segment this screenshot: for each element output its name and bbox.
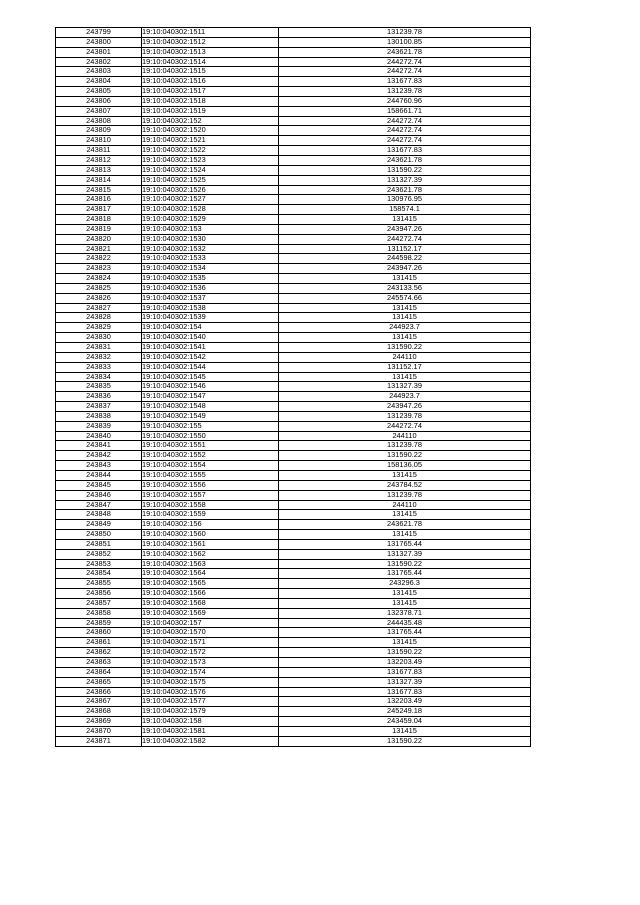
row-number-cell: 243807 xyxy=(56,106,142,116)
value-cell: 244598.22 xyxy=(279,254,531,264)
row-number-cell: 243840 xyxy=(56,431,142,441)
cadastral-number-cell: 19:10:040302:1581 xyxy=(142,726,279,736)
row-number-cell: 243806 xyxy=(56,96,142,106)
table-row xyxy=(56,470,531,480)
table-row xyxy=(56,530,531,540)
row-number-cell: 243800 xyxy=(56,37,142,47)
value-cell: 244272.74 xyxy=(279,116,531,126)
cadastral-number-cell: 19:10:040302:1535 xyxy=(142,274,279,284)
cadastral-number-cell: 19:10:040302:1534 xyxy=(142,264,279,274)
cadastral-number-cell: 19:10:040302:1536 xyxy=(142,283,279,293)
cadastral-number-cell: 19:10:040302:1560 xyxy=(142,530,279,540)
value-cell: 243947.26 xyxy=(279,264,531,274)
cadastral-number-cell: 19:10:040302:1526 xyxy=(142,185,279,195)
value-cell: 243947.26 xyxy=(279,402,531,412)
cadastral-number-cell: 19:10:040302:1548 xyxy=(142,402,279,412)
value-cell: 131677.83 xyxy=(279,667,531,677)
cadastral-number-cell: 19:10:040302:1528 xyxy=(142,205,279,215)
value-cell: 245249.18 xyxy=(279,707,531,717)
table-row xyxy=(56,608,531,618)
row-number-cell: 243844 xyxy=(56,470,142,480)
row-number-cell: 243802 xyxy=(56,57,142,67)
table-row xyxy=(56,136,531,146)
value-cell: 244110 xyxy=(279,431,531,441)
cadastral-number-cell: 19:10:040302:1554 xyxy=(142,461,279,471)
cadastral-number-cell: 19:10:040302:1573 xyxy=(142,658,279,668)
cadastral-number-cell: 19:10:040302:1570 xyxy=(142,628,279,638)
row-number-cell: 243863 xyxy=(56,658,142,668)
row-number-cell: 243843 xyxy=(56,461,142,471)
cadastral-number-cell: 19:10:040302:1533 xyxy=(142,254,279,264)
table-row xyxy=(56,244,531,254)
row-number-cell: 243855 xyxy=(56,579,142,589)
row-number-cell: 243829 xyxy=(56,323,142,333)
document-page xyxy=(55,27,531,747)
cadastral-number-cell: 19:10:040302:1521 xyxy=(142,136,279,146)
cadastral-number-cell: 19:10:040302:1582 xyxy=(142,736,279,746)
table-row xyxy=(56,37,531,47)
table-row xyxy=(56,77,531,87)
table-body xyxy=(56,28,531,747)
cadastral-number-cell: 19:10:040302:1541 xyxy=(142,343,279,353)
value-cell: 131415 xyxy=(279,589,531,599)
table-row xyxy=(56,638,531,648)
cadastral-number-cell: 19:10:040302:1512 xyxy=(142,37,279,47)
table-row xyxy=(56,362,531,372)
table-row xyxy=(56,707,531,717)
value-cell: 244923.7 xyxy=(279,392,531,402)
value-cell: 244272.74 xyxy=(279,57,531,67)
row-number-cell: 243864 xyxy=(56,667,142,677)
row-number-cell: 243845 xyxy=(56,480,142,490)
value-cell: 131239.78 xyxy=(279,28,531,38)
value-cell: 131415 xyxy=(279,726,531,736)
table-row xyxy=(56,411,531,421)
row-number-cell: 243849 xyxy=(56,520,142,530)
cadastral-number-cell: 19:10:040302:1562 xyxy=(142,549,279,559)
row-number-cell: 243825 xyxy=(56,283,142,293)
cadastral-number-cell: 19:10:040302:1564 xyxy=(142,569,279,579)
table-row xyxy=(56,392,531,402)
cadastral-number-cell: 19:10:040302:1538 xyxy=(142,303,279,313)
cadastral-number-cell: 19:10:040302:156 xyxy=(142,520,279,530)
table-row xyxy=(56,589,531,599)
table-row xyxy=(56,67,531,77)
value-cell: 244110 xyxy=(279,500,531,510)
data-table xyxy=(55,27,531,747)
value-cell: 131677.83 xyxy=(279,687,531,697)
value-cell: 131415 xyxy=(279,303,531,313)
table-row xyxy=(56,313,531,323)
table-row xyxy=(56,579,531,589)
value-cell: 131239.78 xyxy=(279,490,531,500)
cadastral-number-cell: 19:10:040302:157 xyxy=(142,618,279,628)
table-row xyxy=(56,402,531,412)
cadastral-number-cell: 19:10:040302:1565 xyxy=(142,579,279,589)
table-row xyxy=(56,618,531,628)
value-cell: 131765.44 xyxy=(279,628,531,638)
row-number-cell: 243848 xyxy=(56,510,142,520)
table-row xyxy=(56,343,531,353)
value-cell: 131415 xyxy=(279,333,531,343)
value-cell: 132203.49 xyxy=(279,697,531,707)
cadastral-number-cell: 19:10:040302:1563 xyxy=(142,559,279,569)
table-row xyxy=(56,520,531,530)
value-cell: 243621.78 xyxy=(279,520,531,530)
cadastral-number-cell: 19:10:040302:1575 xyxy=(142,677,279,687)
cadastral-number-cell: 19:10:040302:1514 xyxy=(142,57,279,67)
table-row xyxy=(56,677,531,687)
row-number-cell: 243842 xyxy=(56,451,142,461)
row-number-cell: 243835 xyxy=(56,382,142,392)
table-row xyxy=(56,47,531,57)
row-number-cell: 243805 xyxy=(56,87,142,97)
row-number-cell: 243869 xyxy=(56,717,142,727)
value-cell: 243621.78 xyxy=(279,155,531,165)
table-row xyxy=(56,116,531,126)
row-number-cell: 243815 xyxy=(56,185,142,195)
row-number-cell: 243841 xyxy=(56,441,142,451)
table-row xyxy=(56,598,531,608)
row-number-cell: 243824 xyxy=(56,274,142,284)
cadastral-number-cell: 19:10:040302:1557 xyxy=(142,490,279,500)
table-row xyxy=(56,539,531,549)
row-number-cell: 243839 xyxy=(56,421,142,431)
value-cell: 244110 xyxy=(279,352,531,362)
value-cell: 244435.48 xyxy=(279,618,531,628)
table-row xyxy=(56,687,531,697)
table-row xyxy=(56,96,531,106)
value-cell: 131239.78 xyxy=(279,87,531,97)
cadastral-number-cell: 19:10:040302:155 xyxy=(142,421,279,431)
table-row xyxy=(56,628,531,638)
table-row xyxy=(56,195,531,205)
cadastral-number-cell: 19:10:040302:1529 xyxy=(142,215,279,225)
cadastral-number-cell: 19:10:040302:1549 xyxy=(142,411,279,421)
cadastral-number-cell: 19:10:040302:1566 xyxy=(142,589,279,599)
table-row xyxy=(56,274,531,284)
table-row xyxy=(56,461,531,471)
value-cell: 131590.22 xyxy=(279,559,531,569)
table-row xyxy=(56,28,531,38)
row-number-cell: 243821 xyxy=(56,244,142,254)
cadastral-number-cell: 19:10:040302:1537 xyxy=(142,293,279,303)
row-number-cell: 243853 xyxy=(56,559,142,569)
table-row xyxy=(56,205,531,215)
row-number-cell: 243803 xyxy=(56,67,142,77)
cadastral-number-cell: 19:10:040302:1527 xyxy=(142,195,279,205)
cadastral-number-cell: 19:10:040302:1516 xyxy=(142,77,279,87)
table-row xyxy=(56,155,531,165)
cadastral-number-cell: 19:10:040302:1576 xyxy=(142,687,279,697)
cadastral-number-cell: 19:10:040302:1542 xyxy=(142,352,279,362)
cadastral-number-cell: 19:10:040302:1552 xyxy=(142,451,279,461)
row-number-cell: 243801 xyxy=(56,47,142,57)
value-cell: 132203.49 xyxy=(279,658,531,668)
table-row xyxy=(56,569,531,579)
value-cell: 131415 xyxy=(279,313,531,323)
row-number-cell: 243810 xyxy=(56,136,142,146)
table-row xyxy=(56,451,531,461)
value-cell: 132378.71 xyxy=(279,608,531,618)
cadastral-number-cell: 19:10:040302:1556 xyxy=(142,480,279,490)
value-cell: 131327.39 xyxy=(279,677,531,687)
table-row xyxy=(56,126,531,136)
row-number-cell: 243834 xyxy=(56,372,142,382)
cadastral-number-cell: 19:10:040302:1513 xyxy=(142,47,279,57)
value-cell: 243133.56 xyxy=(279,283,531,293)
table-row xyxy=(56,165,531,175)
cadastral-number-cell: 19:10:040302:1550 xyxy=(142,431,279,441)
value-cell: 245574.66 xyxy=(279,293,531,303)
table-row xyxy=(56,352,531,362)
value-cell: 131590.22 xyxy=(279,451,531,461)
row-number-cell: 243832 xyxy=(56,352,142,362)
cadastral-number-cell: 19:10:040302:1551 xyxy=(142,441,279,451)
row-number-cell: 243823 xyxy=(56,264,142,274)
cadastral-number-cell: 19:10:040302:1546 xyxy=(142,382,279,392)
value-cell: 131239.78 xyxy=(279,411,531,421)
table-row xyxy=(56,175,531,185)
row-number-cell: 243814 xyxy=(56,175,142,185)
cadastral-number-cell: 19:10:040302:1511 xyxy=(142,28,279,38)
table-row xyxy=(56,549,531,559)
cadastral-number-cell: 19:10:040302:1518 xyxy=(142,96,279,106)
row-number-cell: 243833 xyxy=(56,362,142,372)
table-row xyxy=(56,500,531,510)
table-row xyxy=(56,372,531,382)
row-number-cell: 243852 xyxy=(56,549,142,559)
row-number-cell: 243854 xyxy=(56,569,142,579)
cadastral-number-cell: 19:10:040302:158 xyxy=(142,717,279,727)
value-cell: 131590.22 xyxy=(279,343,531,353)
row-number-cell: 243813 xyxy=(56,165,142,175)
row-number-cell: 243867 xyxy=(56,697,142,707)
row-number-cell: 243811 xyxy=(56,146,142,156)
value-cell: 244272.74 xyxy=(279,126,531,136)
row-number-cell: 243826 xyxy=(56,293,142,303)
row-number-cell: 243871 xyxy=(56,736,142,746)
cadastral-number-cell: 19:10:040302:1555 xyxy=(142,470,279,480)
cadastral-number-cell: 19:10:040302:1524 xyxy=(142,165,279,175)
table-row xyxy=(56,323,531,333)
value-cell: 158661.71 xyxy=(279,106,531,116)
value-cell: 244272.74 xyxy=(279,136,531,146)
row-number-cell: 243804 xyxy=(56,77,142,87)
row-number-cell: 243858 xyxy=(56,608,142,618)
table-row xyxy=(56,667,531,677)
row-number-cell: 243828 xyxy=(56,313,142,323)
row-number-cell: 243846 xyxy=(56,490,142,500)
table-row xyxy=(56,146,531,156)
value-cell: 131590.22 xyxy=(279,736,531,746)
value-cell: 131327.39 xyxy=(279,549,531,559)
cadastral-number-cell: 19:10:040302:1571 xyxy=(142,638,279,648)
row-number-cell: 243831 xyxy=(56,343,142,353)
value-cell: 130100.85 xyxy=(279,37,531,47)
table-row xyxy=(56,717,531,727)
table-row xyxy=(56,87,531,97)
value-cell: 131327.39 xyxy=(279,382,531,392)
table-row xyxy=(56,736,531,746)
table-row xyxy=(56,658,531,668)
row-number-cell: 243860 xyxy=(56,628,142,638)
row-number-cell: 243808 xyxy=(56,116,142,126)
row-number-cell: 243820 xyxy=(56,234,142,244)
table-row xyxy=(56,293,531,303)
cadastral-number-cell: 19:10:040302:1544 xyxy=(142,362,279,372)
row-number-cell: 243830 xyxy=(56,333,142,343)
value-cell: 244923.7 xyxy=(279,323,531,333)
cadastral-number-cell: 19:10:040302:1522 xyxy=(142,146,279,156)
row-number-cell: 243866 xyxy=(56,687,142,697)
row-number-cell: 243861 xyxy=(56,638,142,648)
table-row xyxy=(56,264,531,274)
row-number-cell: 243837 xyxy=(56,402,142,412)
value-cell: 131415 xyxy=(279,638,531,648)
cadastral-number-cell: 19:10:040302:1558 xyxy=(142,500,279,510)
value-cell: 131415 xyxy=(279,510,531,520)
table-row xyxy=(56,490,531,500)
value-cell: 131152.17 xyxy=(279,244,531,254)
row-number-cell: 243865 xyxy=(56,677,142,687)
row-number-cell: 243859 xyxy=(56,618,142,628)
cadastral-number-cell: 19:10:040302:1577 xyxy=(142,697,279,707)
cadastral-number-cell: 19:10:040302:1569 xyxy=(142,608,279,618)
value-cell: 243296.3 xyxy=(279,579,531,589)
value-cell: 244272.74 xyxy=(279,234,531,244)
value-cell: 243621.78 xyxy=(279,185,531,195)
row-number-cell: 243870 xyxy=(56,726,142,736)
row-number-cell: 243856 xyxy=(56,589,142,599)
value-cell: 131415 xyxy=(279,470,531,480)
row-number-cell: 243809 xyxy=(56,126,142,136)
cadastral-number-cell: 19:10:040302:1539 xyxy=(142,313,279,323)
cadastral-number-cell: 19:10:040302:1525 xyxy=(142,175,279,185)
value-cell: 158136.05 xyxy=(279,461,531,471)
table-row xyxy=(56,224,531,234)
row-number-cell: 243862 xyxy=(56,648,142,658)
value-cell: 131239.78 xyxy=(279,441,531,451)
cadastral-number-cell: 19:10:040302:1520 xyxy=(142,126,279,136)
value-cell: 131415 xyxy=(279,530,531,540)
row-number-cell: 243836 xyxy=(56,392,142,402)
table-row xyxy=(56,234,531,244)
table-row xyxy=(56,254,531,264)
value-cell: 131590.22 xyxy=(279,165,531,175)
cadastral-number-cell: 19:10:040302:1579 xyxy=(142,707,279,717)
row-number-cell: 243818 xyxy=(56,215,142,225)
value-cell: 131415 xyxy=(279,274,531,284)
table-row xyxy=(56,421,531,431)
value-cell: 130976.95 xyxy=(279,195,531,205)
row-number-cell: 243838 xyxy=(56,411,142,421)
value-cell: 131765.44 xyxy=(279,569,531,579)
cadastral-number-cell: 19:10:040302:1574 xyxy=(142,667,279,677)
table-row xyxy=(56,431,531,441)
table-row xyxy=(56,283,531,293)
cadastral-number-cell: 19:10:040302:1530 xyxy=(142,234,279,244)
table-row xyxy=(56,441,531,451)
table-row xyxy=(56,333,531,343)
table-row xyxy=(56,382,531,392)
value-cell: 131152.17 xyxy=(279,362,531,372)
cadastral-number-cell: 19:10:040302:1523 xyxy=(142,155,279,165)
value-cell: 243459.04 xyxy=(279,717,531,727)
row-number-cell: 243857 xyxy=(56,598,142,608)
table-row xyxy=(56,57,531,67)
value-cell: 131415 xyxy=(279,372,531,382)
cadastral-number-cell: 19:10:040302:153 xyxy=(142,224,279,234)
cadastral-number-cell: 19:10:040302:154 xyxy=(142,323,279,333)
table-row xyxy=(56,215,531,225)
row-number-cell: 243816 xyxy=(56,195,142,205)
table-row xyxy=(56,559,531,569)
value-cell: 243784.52 xyxy=(279,480,531,490)
cadastral-number-cell: 19:10:040302:1547 xyxy=(142,392,279,402)
cadastral-number-cell: 19:10:040302:1568 xyxy=(142,598,279,608)
table-row xyxy=(56,480,531,490)
row-number-cell: 243827 xyxy=(56,303,142,313)
cadastral-number-cell: 19:10:040302:1540 xyxy=(142,333,279,343)
cadastral-number-cell: 19:10:040302:1517 xyxy=(142,87,279,97)
value-cell: 131327.39 xyxy=(279,175,531,185)
cadastral-number-cell: 19:10:040302:1561 xyxy=(142,539,279,549)
table-row xyxy=(56,648,531,658)
value-cell: 244272.74 xyxy=(279,421,531,431)
table-row xyxy=(56,185,531,195)
cadastral-number-cell: 19:10:040302:1545 xyxy=(142,372,279,382)
row-number-cell: 243851 xyxy=(56,539,142,549)
cadastral-number-cell: 19:10:040302:1515 xyxy=(142,67,279,77)
row-number-cell: 243847 xyxy=(56,500,142,510)
value-cell: 131677.83 xyxy=(279,77,531,87)
row-number-cell: 243812 xyxy=(56,155,142,165)
cadastral-number-cell: 19:10:040302:1532 xyxy=(142,244,279,254)
cadastral-number-cell: 19:10:040302:1559 xyxy=(142,510,279,520)
value-cell: 158574.1 xyxy=(279,205,531,215)
row-number-cell: 243822 xyxy=(56,254,142,264)
value-cell: 244760.96 xyxy=(279,96,531,106)
table-row xyxy=(56,726,531,736)
table-row xyxy=(56,303,531,313)
cadastral-number-cell: 19:10:040302:1519 xyxy=(142,106,279,116)
row-number-cell: 243868 xyxy=(56,707,142,717)
cadastral-number-cell: 19:10:040302:152 xyxy=(142,116,279,126)
value-cell: 243621.78 xyxy=(279,47,531,57)
cadastral-number-cell: 19:10:040302:1572 xyxy=(142,648,279,658)
value-cell: 131415 xyxy=(279,215,531,225)
value-cell: 131765.44 xyxy=(279,539,531,549)
table-row xyxy=(56,697,531,707)
value-cell: 243947.26 xyxy=(279,224,531,234)
value-cell: 244272.74 xyxy=(279,67,531,77)
value-cell: 131415 xyxy=(279,598,531,608)
row-number-cell: 243819 xyxy=(56,224,142,234)
value-cell: 131677.83 xyxy=(279,146,531,156)
row-number-cell: 243799 xyxy=(56,28,142,38)
row-number-cell: 243817 xyxy=(56,205,142,215)
table-row xyxy=(56,106,531,116)
value-cell: 131590.22 xyxy=(279,648,531,658)
row-number-cell: 243850 xyxy=(56,530,142,540)
table-row xyxy=(56,510,531,520)
